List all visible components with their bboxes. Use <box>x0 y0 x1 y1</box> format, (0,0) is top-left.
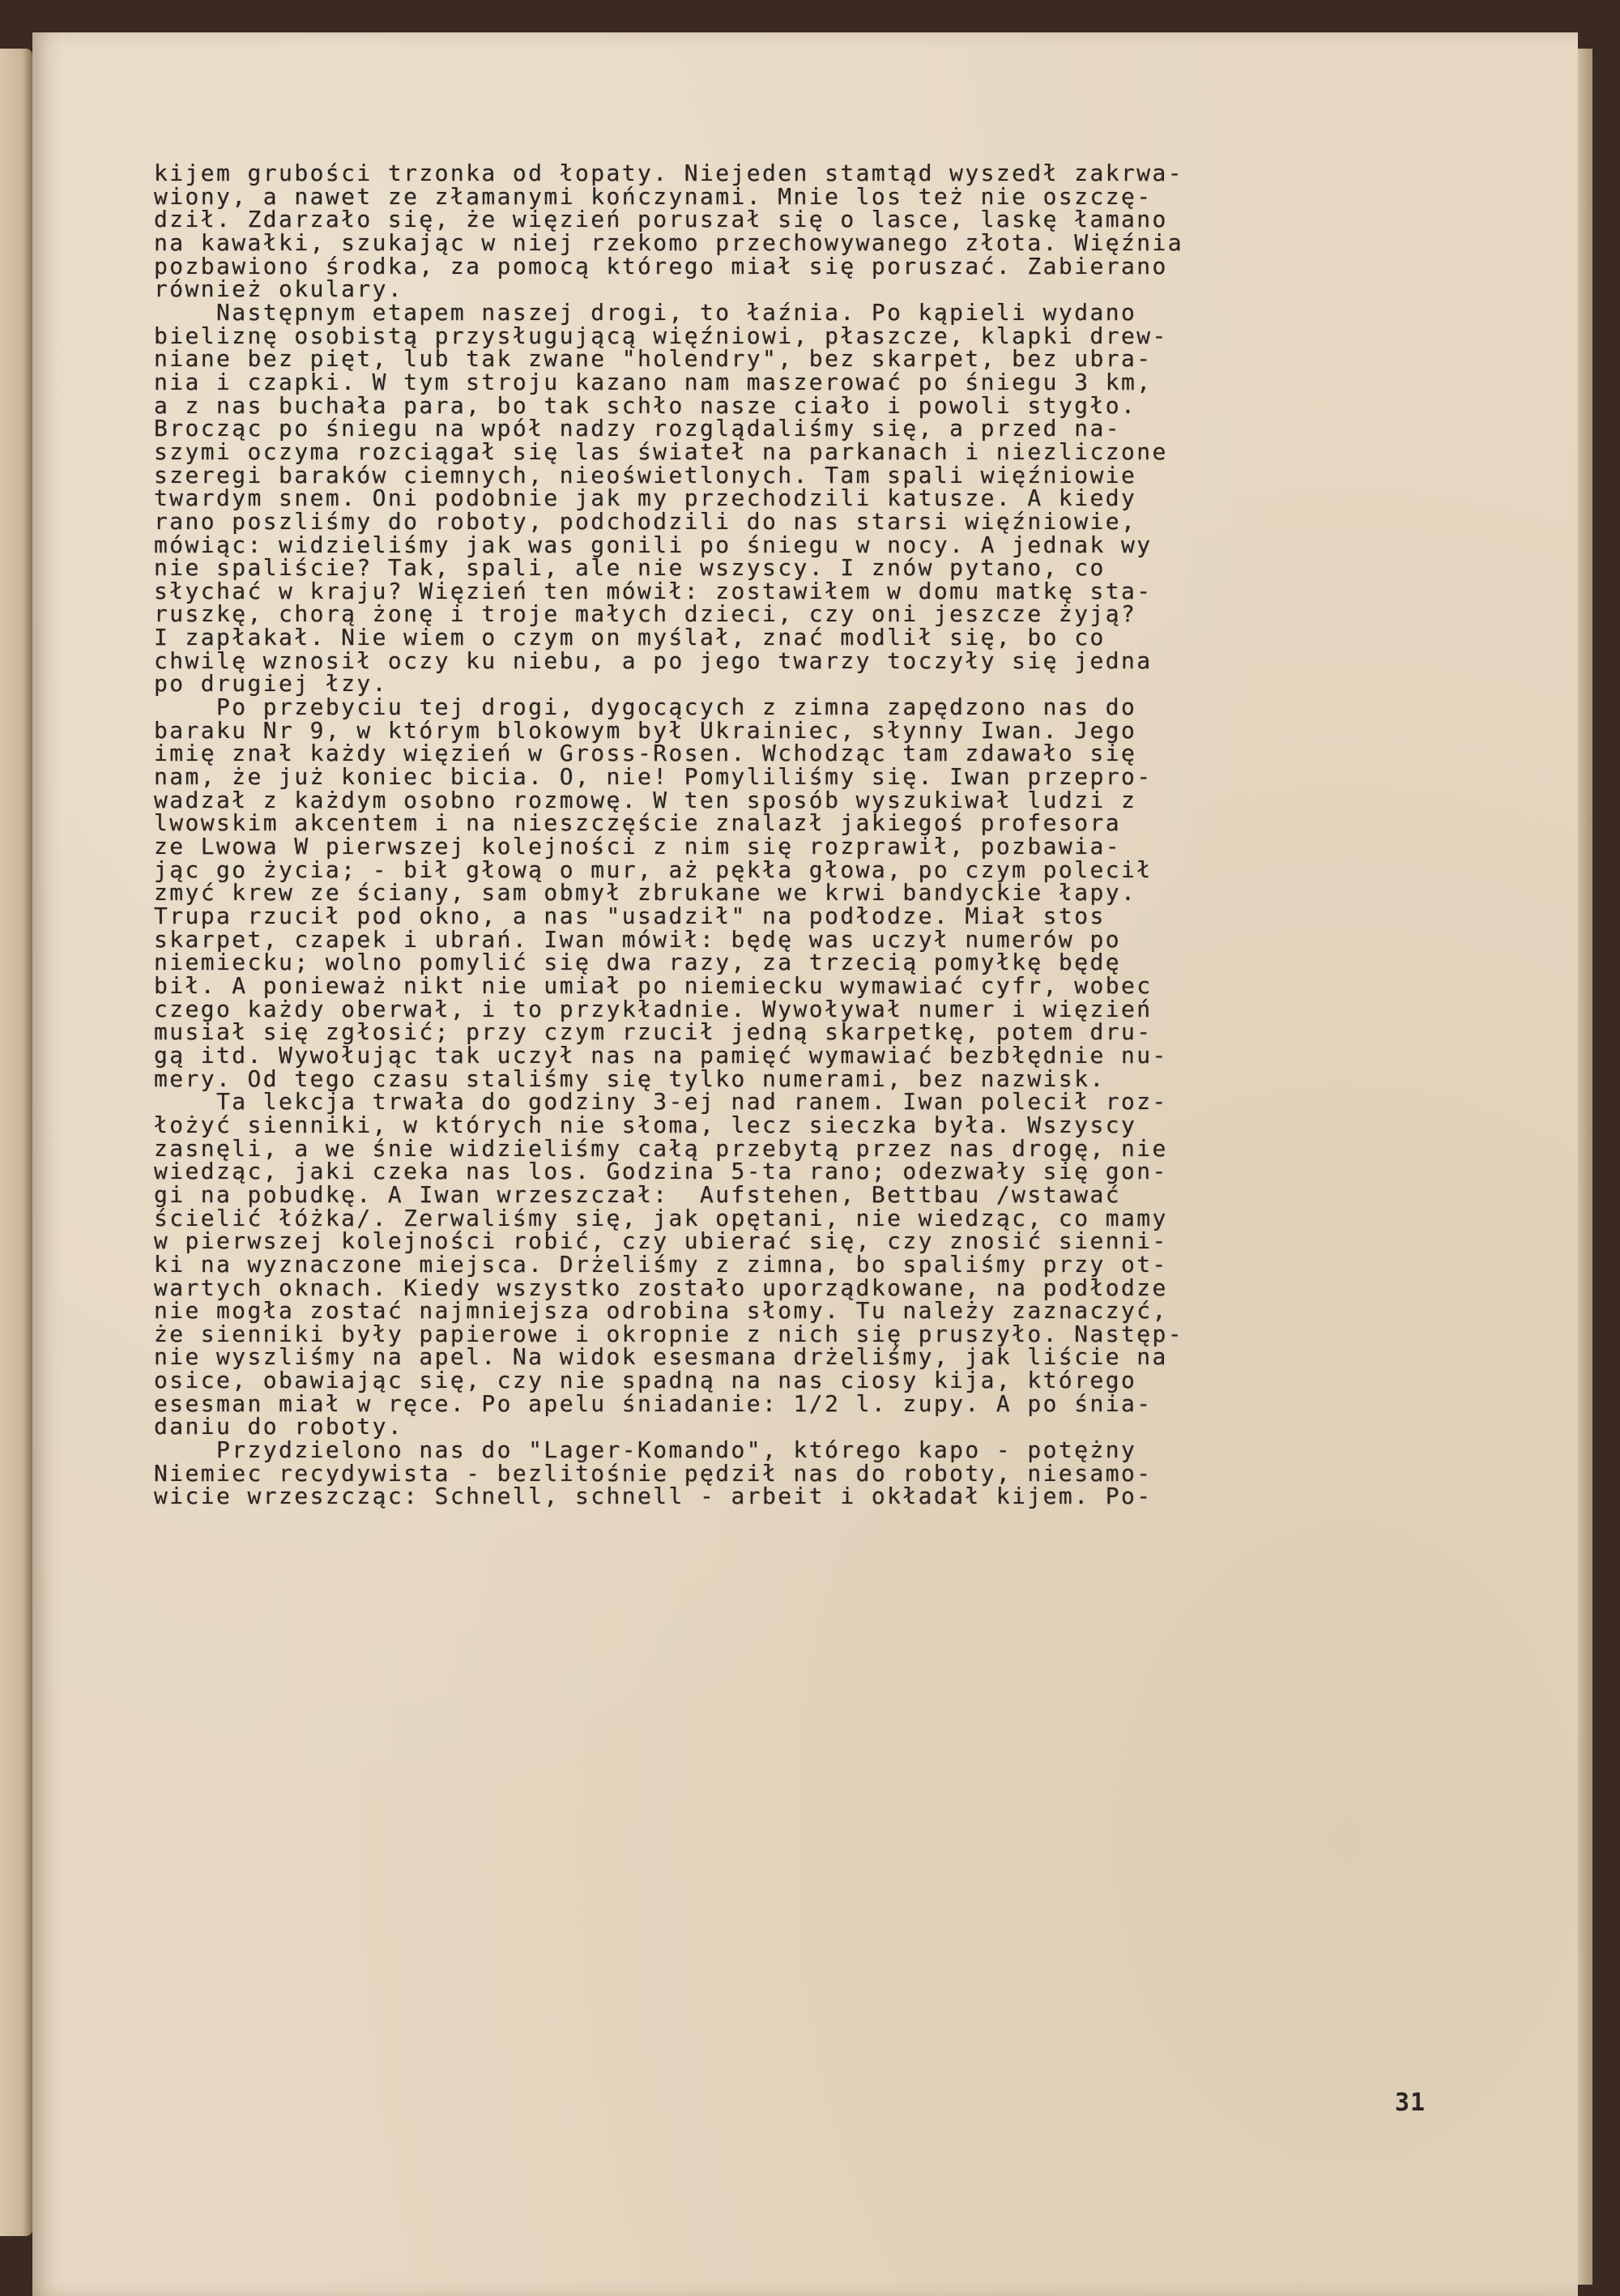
text-line: osice, obawiając się, czy nie spadną na nas ciosy kija, którego <box>154 1367 1137 1394</box>
facing-page-edge <box>0 49 32 2236</box>
text-line: baraku Nr 9, w którym blokowym był Ukrainiec, słynny Iwan. Jego <box>154 716 1137 744</box>
text-line: szymi oczyma rozciągał się las świateł na parkanach i niezliczone <box>154 437 1168 465</box>
text-line: zmyć krew ze ściany, sam obmył zbrukane we krwi bandyckie łapy. <box>154 879 1137 907</box>
text-line: że sienniki były papierowe i okropnie z nich się pruszyło. Następ- <box>154 1320 1183 1347</box>
text-line: esesman miał w ręce. Po apelu śniadanie: 1/2 l. zupy. A po śnia- <box>154 1389 1153 1417</box>
text-line: jąc go życia; - bił głową o mur, aż pękła głowa, po czym polecił <box>154 856 1153 883</box>
text-line: nie spaliście? Tak, spali, ale nie wszyscy. I znów pytano, co <box>154 554 1106 582</box>
text-line: ruszkę, chorą żonę i troje małych dzieci, czy oni jeszcze żyją? <box>154 600 1137 628</box>
text-line: skarpet, czapek i ubrań. Iwan mówił: będę was uczył numerów po <box>154 925 1121 953</box>
text-line: twardym snem. Oni podobnie jak my przechodzili katusze. A kiedy <box>154 484 1137 512</box>
text-line: łożyć sienniki, w których nie słoma, lecz sieczka była. Wszyscy <box>154 1111 1137 1138</box>
text-line: gi na pobudkę. A Iwan wrzeszczał: Aufstehen, Bettbau /wstawać <box>154 1180 1121 1208</box>
text-line: słychać w kraju? Więzień ten mówił: zostawiłem w domu matkę sta- <box>154 577 1153 604</box>
text-line: I zapłakał. Nie wiem o czym on myślał, znać modlił się, bo co <box>154 624 1106 651</box>
text-line: mery. Od tego czasu staliśmy się tylko numerami, bez nazwisk. <box>154 1065 1106 1092</box>
text-line: nie wyszliśmy na apel. Na widok esesmana drżeliśmy, jak liście na <box>154 1343 1168 1371</box>
text-line: ki na wyznaczone miejsca. Drżeliśmy z zimna, bo spaliśmy przy ot- <box>154 1250 1168 1278</box>
text-line: Trupa rzucił pod okno, a nas "usadził" na podłodze. Miał stos <box>154 903 1106 929</box>
text-line: bieliznę osobistą przysługującą więźniowi, płaszcze, klapki drew- <box>154 322 1168 349</box>
text-line: w pierwszej kolejności robić, czy ubierać się, czy znosić sienni- <box>154 1227 1168 1255</box>
text-line: Następnym etapem naszej drogi, to łaźnia. Po kąpieli wydano <box>154 298 1137 326</box>
text-line: wartych oknach. Kiedy wszystko zostało uporządkowane, na podłodze <box>154 1274 1168 1301</box>
text-line: wiedząc, jaki czeka nas los. Godzina 5-ta rano; odezwały się gon- <box>154 1158 1168 1185</box>
text-line: wiony, a nawet ze złamanymi kończynami. Mnie los też nie oszczę- <box>154 182 1153 210</box>
text-line: dził. Zdarzało się, że więzień poruszał się o lasce, laskę łamano <box>154 206 1168 233</box>
text-line: nam, że już koniec bicia. O, nie! Pomyliliśmy się. Iwan przepro- <box>154 763 1153 791</box>
text-line: nie mogła zostać najmniejsza odrobina słomy. Tu należy zaznaczyć, <box>154 1297 1168 1325</box>
text-line: ze Lwowa W pierwszej kolejności z nim się rozprawił, pozbawia- <box>154 833 1121 860</box>
text-line: daniu do roboty. <box>154 1413 404 1440</box>
page-number: 31 <box>1395 2089 1426 2117</box>
text-line: kijem grubości trzonka od łopaty. Niejeden stamtąd wyszedł zakrwa- <box>154 162 1183 186</box>
text-line: również okulary. <box>154 275 404 303</box>
text-line: niemiecku; wolno pomylić się dwa razy, za trzecią pomyłkę będę <box>154 949 1121 976</box>
text-line: lwowskim akcentem i na nieszczęście znalazł jakiegoś profesora <box>154 809 1121 837</box>
text-line: zasnęli, a we śnie widzieliśmy całą przebytą przez nas drogę, nie <box>154 1134 1168 1162</box>
page-stack-edge <box>1578 49 1592 2285</box>
text-line: bił. A ponieważ nikt nie umiał po niemiecku wymawiać cyfr, wobec <box>154 971 1153 999</box>
text-line: Przydzielono nas do "Lager-Komando", którego kapo - potężny <box>154 1436 1137 1464</box>
body-text <box>154 162 1438 2066</box>
text-line: musiał się zgłosić; przy czym rzucił jedną skarpetkę, potem dru- <box>154 1018 1153 1046</box>
text-line: gą itd. Wywołując tak uczył nas na pamięć wymawiać bezbłędnie nu- <box>154 1041 1168 1069</box>
text-line: na kawałki, szukając w niej rzekomo przechowywanego złota. Więźnia <box>154 228 1183 256</box>
text-line: Po przebyciu tej drogi, dygocących z zimna zapędzono nas do <box>154 693 1137 721</box>
text-line: chwilę wznosił oczy ku niebu, a po jego twarzy toczyły się jedna <box>154 647 1153 674</box>
text-line: wicie wrzeszcząc: Schnell, schnell - arbeit i okładał kijem. Po- <box>154 1483 1153 1510</box>
text-line: szeregi baraków ciemnych, nieoświetlonych. Tam spali więźniowie <box>154 461 1137 489</box>
text-line: Ta lekcja trwała do godziny 3-ej nad ranem. Iwan polecił roz- <box>154 1088 1168 1116</box>
text-line: wadzał z każdym osobno rozmowę. W ten sposób wyszukiwał ludzi z <box>154 786 1137 813</box>
text-line: rano poszliśmy do roboty, podchodzili do nas starsi więźniowie, <box>154 507 1137 535</box>
text-line: Brocząc po śniegu na wpół nadzy rozglądaliśmy się, a przed na- <box>154 415 1121 442</box>
text-line: po drugiej łzy. <box>154 670 388 698</box>
text-line: nia i czapki. W tym stroju kazano nam maszerować po śniegu 3 km, <box>154 368 1153 395</box>
text-line: Niemiec recydywista - bezlitośnie pędził nas do roboty, niesamo- <box>154 1459 1153 1487</box>
text-line: imię znał każdy więzień w Gross-Rosen. Wchodząc tam zdawało się <box>154 740 1137 767</box>
text-line: mówiąc: widzieliśmy jak was gonili po śniegu w nocy. A jednak wy <box>154 531 1153 558</box>
text-line: czego każdy oberwał, i to przykładnie. Wywoływał numer i więzień <box>154 995 1153 1022</box>
text-line: ścielić łóżka/. Zerwaliśmy się, jak opętani, nie wiedząc, co mamy <box>154 1204 1168 1231</box>
text-line: niane bez pięt, lub tak zwane "holendry", bez skarpet, bez ubra- <box>154 345 1153 373</box>
text-line: a z nas buchała para, bo tak schło nasze ciało i powoli stygło. <box>154 391 1137 419</box>
text-line: pozbawiono środka, za pomocą którego miał się poruszać. Zabierano <box>154 252 1168 280</box>
